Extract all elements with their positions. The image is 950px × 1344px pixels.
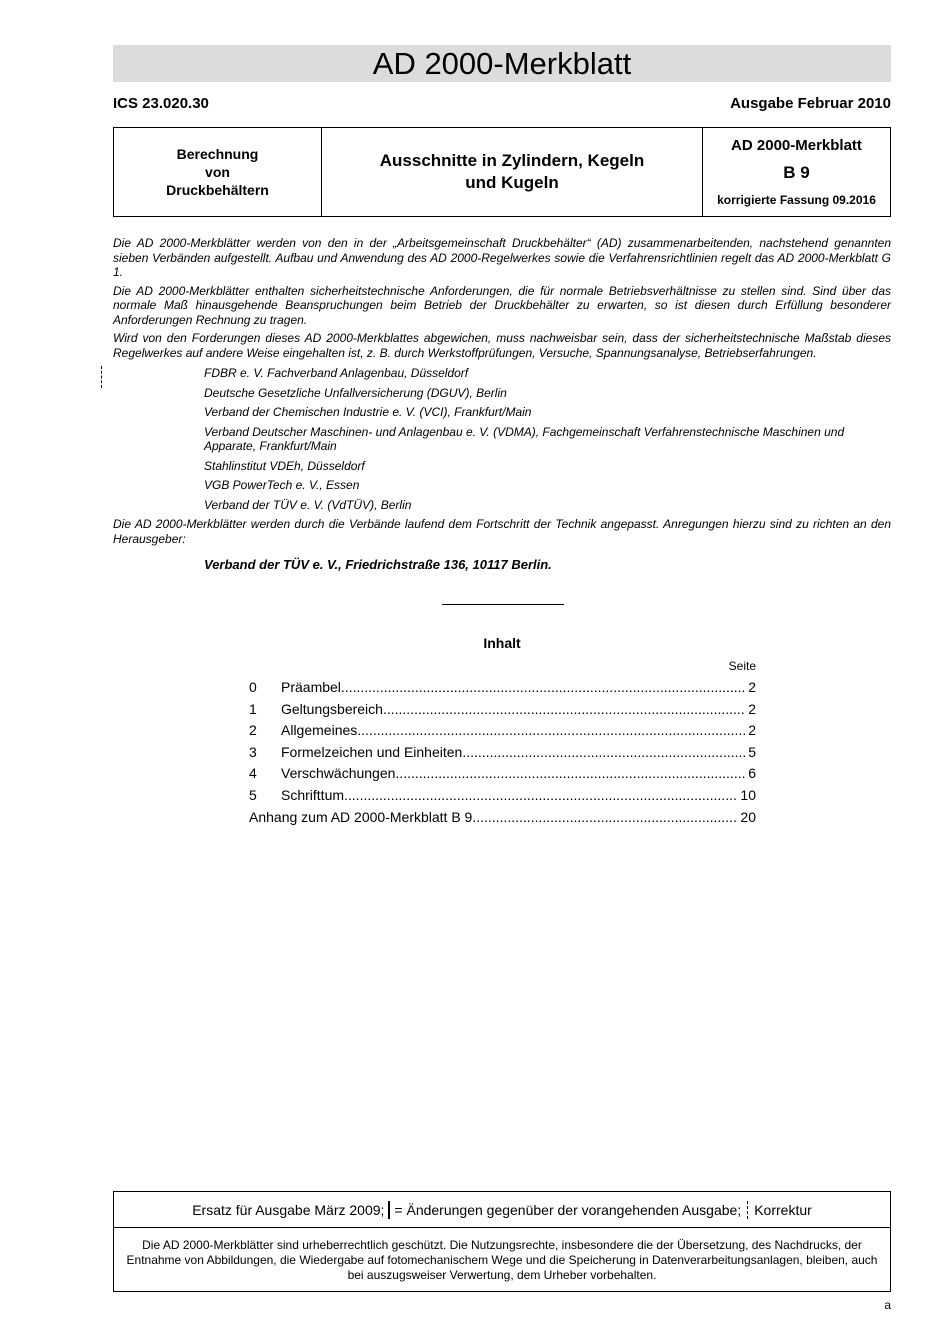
toc-leader-dots <box>383 701 746 717</box>
toc-entry-page: 5 <box>748 743 756 760</box>
toc-entry[interactable] <box>249 787 756 809</box>
toc-entry-label: Schrifttum <box>281 786 345 803</box>
toc-entry-label: Allgemeines <box>281 722 358 739</box>
toc-entry[interactable] <box>249 744 756 766</box>
toc-entry-number: 3 <box>249 743 257 760</box>
sheet-code: B 9 <box>783 163 810 182</box>
sheet-series: AD 2000-Merkblatt <box>731 137 862 154</box>
publisher-address: Verband der TÜV e. V., Friedrichstraße 136, 10117 Berlin. <box>204 557 552 572</box>
toc-entry[interactable] <box>249 701 756 723</box>
toc-entry-label: Präambel <box>281 679 341 695</box>
changes-legend: = Änderungen gegenüber der vorangehenden Ausgabe; <box>394 1201 742 1218</box>
toc-entry-number: 5 <box>249 786 257 803</box>
toc-entry[interactable] <box>249 809 756 831</box>
toc-leader-dots <box>357 722 746 738</box>
toc-entry-page: 2 <box>748 679 756 695</box>
toc-entry-number: 4 <box>249 765 257 782</box>
intro-paragraph: Die AD 2000-Merkblätter werden von den in der „Arbeitsgemeinschaft Druckbehälter“ (AD) zusammenarbeitenden, nachstehend genannten sieben Verbänden aufgestellt. Aufbau und Anwendung des AD 2000-Regelwerkes sowie die Verfahrensrichtlinien regelt das AD 2000-Merkblatt G 1. <box>113 236 891 279</box>
category-line-2: von <box>205 164 230 180</box>
association-item: Verband der TÜV e. V. (VdTÜV), Berlin <box>204 497 412 512</box>
toc-entry[interactable] <box>249 765 756 787</box>
change-bar-icon <box>388 1201 390 1219</box>
intro-paragraph: Die AD 2000-Merkblätter enthalten sicherheitstechnische Anforderungen, die für normale Betriebsverhältnisse zu stellen sind. Sind über das normale Maß hinausgehende Beanspruchungen beim Betrieb der Druckbehälter zu erwarten, so ist diesen durch Erfüllung besonderer Anforderungen Rechnung zu tragen. <box>113 283 891 327</box>
category-line-3: Druckbehältern <box>166 182 269 198</box>
closing-paragraph: Die AD 2000-Merkblätter werden durch die Verbände laufend dem Fortschritt der Technik angepasst. Anregungen hierzu sind zu richten an den Herausgeber: <box>113 517 891 546</box>
association-item: VGB PowerTech e. V., Essen <box>204 478 360 492</box>
toc-title: Inhalt <box>483 635 521 651</box>
header-table <box>113 127 891 217</box>
footer-box <box>113 1191 891 1292</box>
subject-line-1: Ausschnitte in Zylindern, Kegeln <box>379 151 645 170</box>
toc-entry[interactable] <box>249 679 756 701</box>
association-item: Deutsche Gesetzliche Unfallversicherung (DGUV), Berlin <box>204 385 507 400</box>
toc-entry-page: 2 <box>748 722 756 739</box>
sheet-correction-note: korrigierte Fassung 09.2016 <box>717 193 876 207</box>
toc-entry[interactable] <box>249 722 756 744</box>
toc-entry-label: Verschwächungen <box>281 765 396 782</box>
correction-legend: Korrektur <box>754 1201 812 1218</box>
toc-leader-dots <box>472 809 738 825</box>
toc-leader-dots <box>462 744 746 760</box>
correction-bar-icon <box>747 1201 748 1219</box>
copyright-notice: Die AD 2000-Merkblätter sind urheberrechtlich geschützt. Die Nutzungsrechte, insbesondere die der Übersetzung, des Nachdrucks, der Entnahme von Abbildungen, die Wiedergabe auf fotomechanischem Wege und die Speicherung in Datenverarbeitungsanlagen, bleiben, auch bei auszugsweiser Verwertung, dem Urheber vorbehalten. <box>126 1238 878 1282</box>
edition-date: Ausgabe Februar 2010 <box>730 95 891 112</box>
intro-paragraph: Wird von den Forderungen dieses AD 2000-Merkblattes abgewichen, muss nachweisbar sein, dass der sicherheitstechnische Maßstab dieses Regelwerkes auf andere Weise eingehalten ist, z. B. durch Werkstoffprüfungen, Versuche, Spannungsanalyse, Betriebserfahrungen. <box>113 331 891 360</box>
document-title: AD 2000-Merkblatt <box>113 45 891 82</box>
table-of-contents <box>249 679 756 830</box>
subject-line-2: und Kugeln <box>465 173 559 192</box>
toc-entry-label: Formelzeichen und Einheiten <box>281 743 463 760</box>
toc-entry-label: Anhang zum AD 2000-Merkblatt B 9 <box>249 808 473 825</box>
toc-entry-page: 2 <box>748 700 756 717</box>
association-item: Stahlinstitut VDEh, Düsseldorf <box>204 458 365 473</box>
separator-rule <box>442 604 564 605</box>
association-list <box>204 366 864 517</box>
toc-page-header: Seite <box>728 659 756 673</box>
toc-entry-page: 6 <box>748 765 756 782</box>
toc-leader-dots <box>344 787 738 803</box>
toc-entry-number: 2 <box>249 722 257 739</box>
toc-entry-page: 10 <box>740 786 756 803</box>
association-item: Verband der Chemischen Industrie e. V. (VCI), Frankfurt/Main <box>204 405 532 419</box>
header-category <box>114 128 322 216</box>
toc-leader-dots <box>341 679 746 695</box>
toc-leader-dots <box>395 765 746 781</box>
correction-marker <box>101 366 102 388</box>
association-item: Verband Deutscher Maschinen- und Anlagenbau e. V. (VDMA), Fachgemeinschaft Verfahrenstechnische Maschinen und Apparate, Frankfurt/Main <box>204 424 845 453</box>
toc-entry-number: 1 <box>249 700 257 717</box>
header-sheet-id <box>703 128 890 216</box>
header-subject <box>322 128 703 216</box>
page-letter: a <box>884 1298 891 1312</box>
association-item: FDBR e. V. Fachverband Anlagenbau, Düsseldorf <box>204 366 469 380</box>
toc-entry-label: Geltungsbereich <box>281 700 383 717</box>
ics-code: ICS 23.020.30 <box>113 95 209 112</box>
category-line-1: Berechnung <box>176 146 259 162</box>
footer-legend <box>114 1192 890 1228</box>
toc-entry-number: 0 <box>249 679 257 695</box>
intro-text <box>113 236 891 364</box>
toc-entry-page: 20 <box>740 808 756 825</box>
replacement-note: Ersatz für Ausgabe März 2009; <box>192 1201 385 1218</box>
